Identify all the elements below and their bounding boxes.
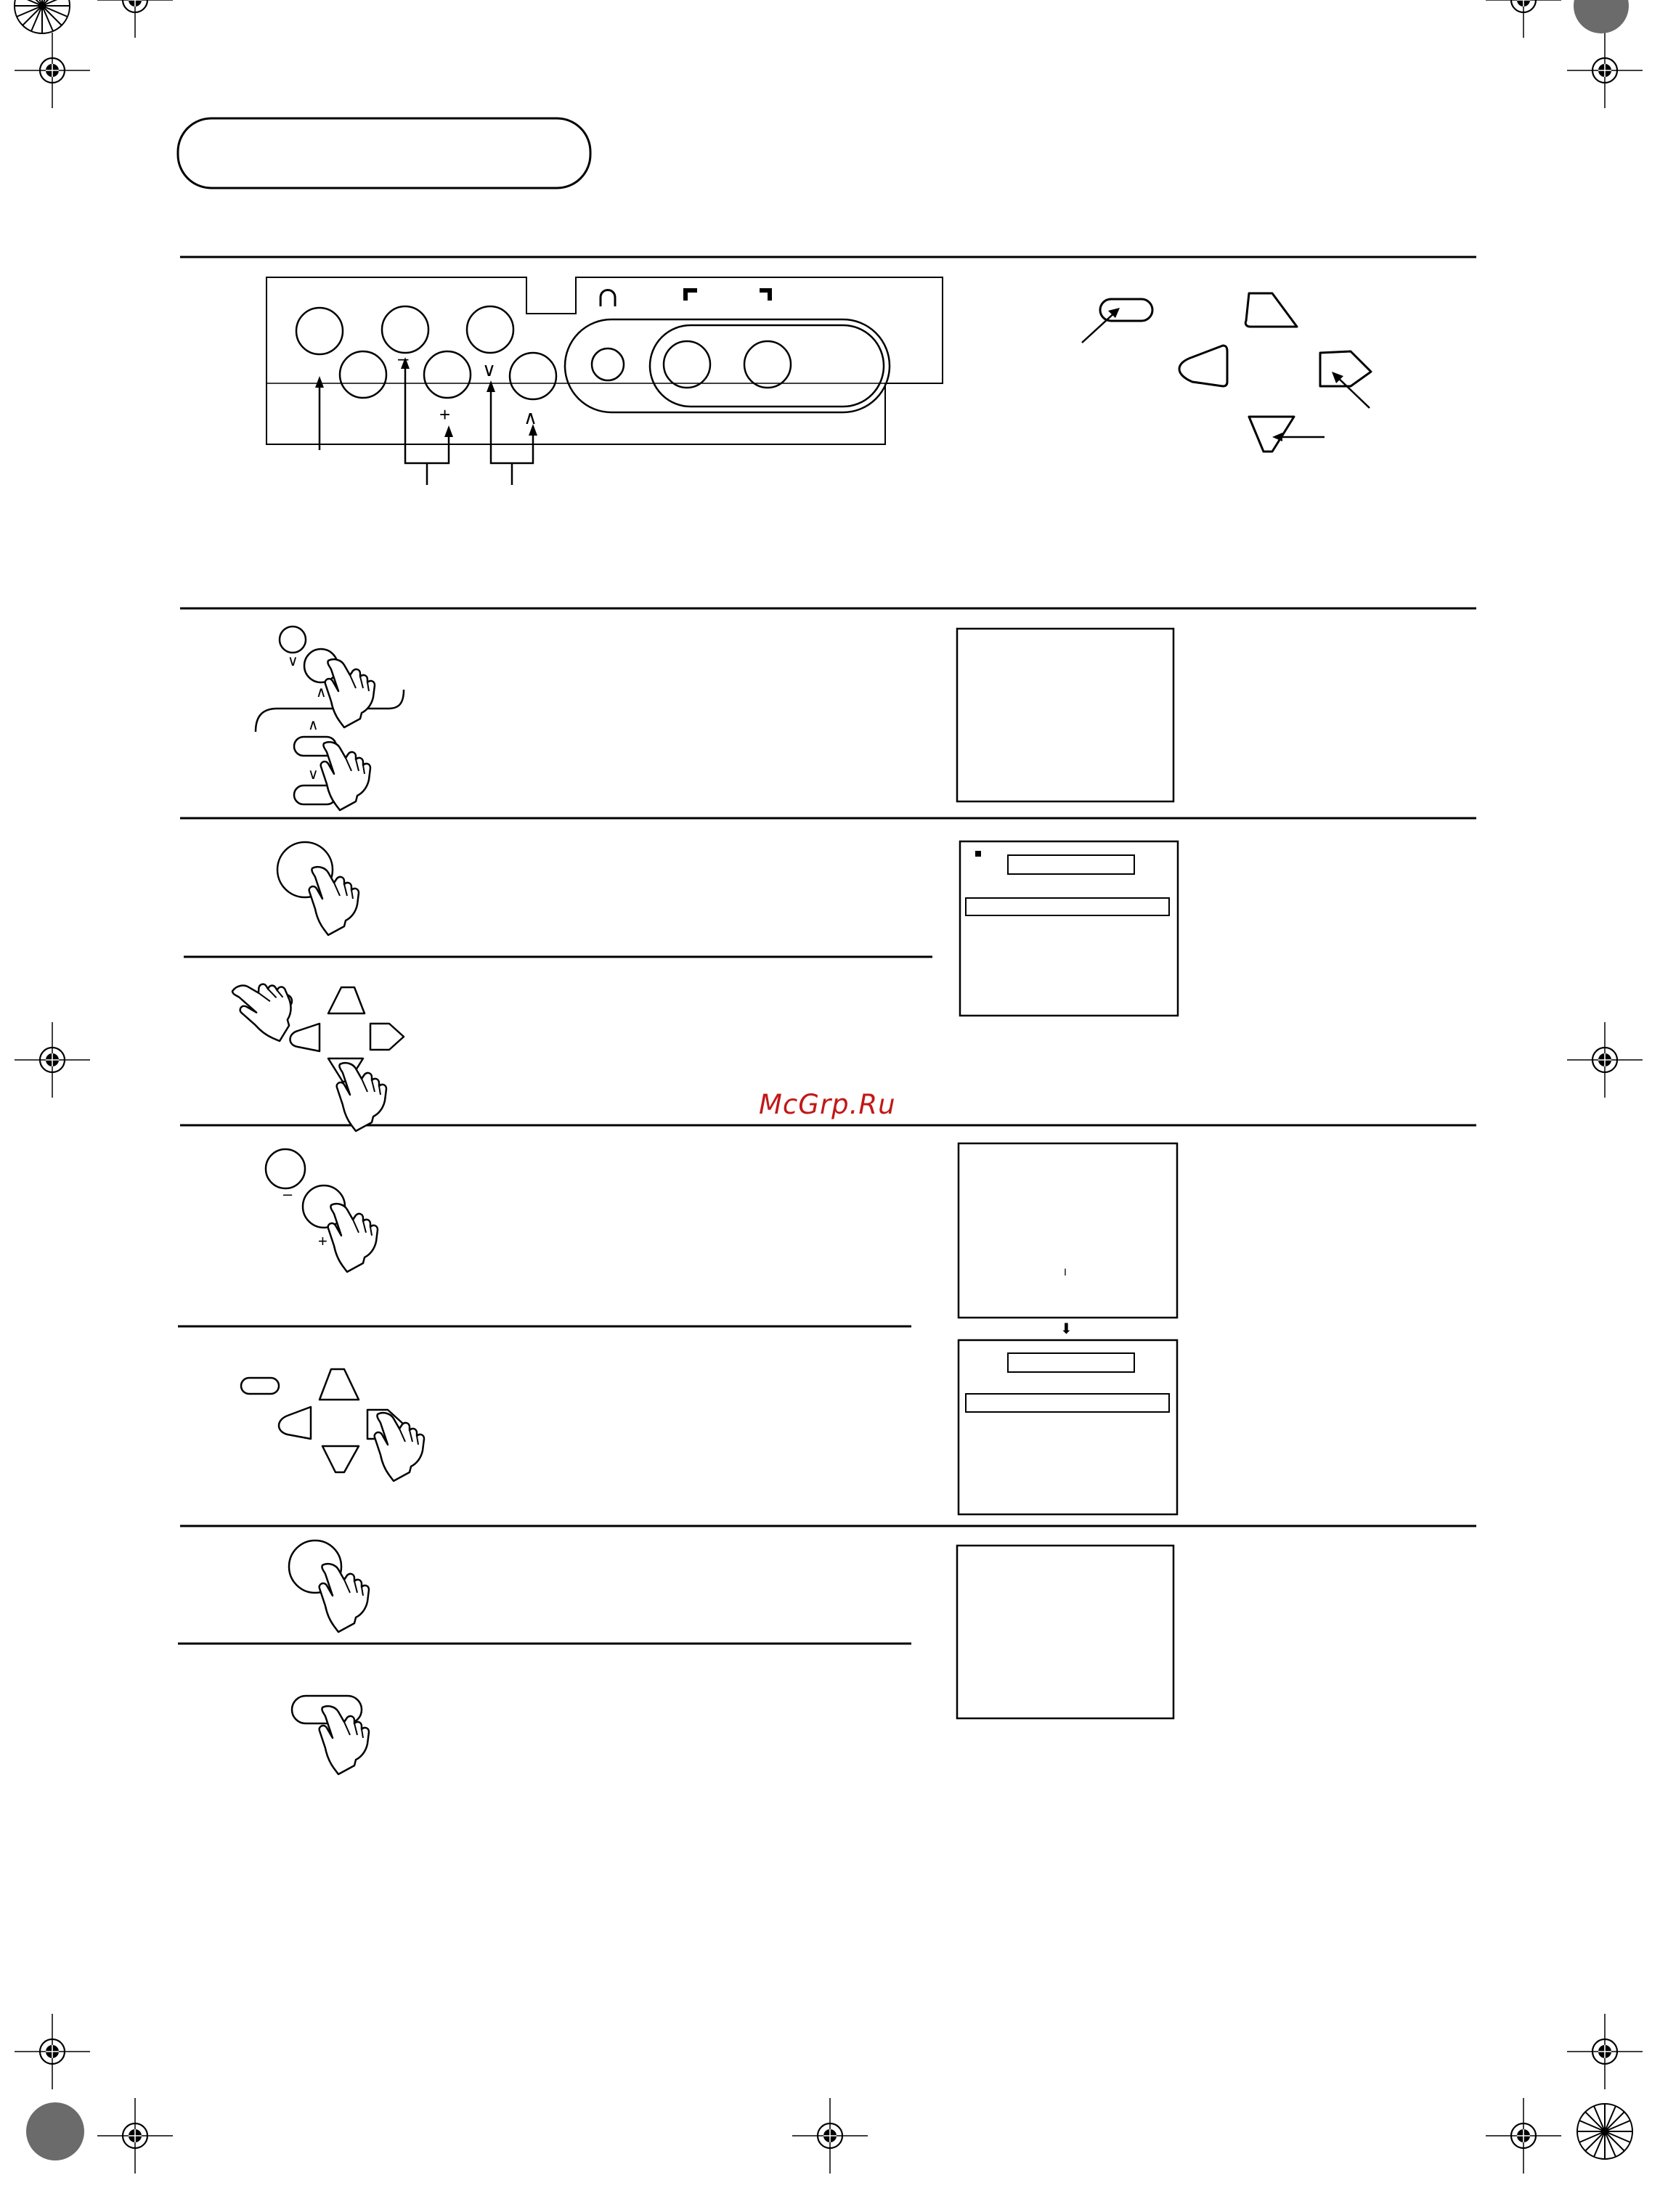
screen-2: [960, 841, 1178, 1016]
up-key: [1245, 293, 1297, 327]
screen-2-highlight-bar: [966, 898, 1169, 915]
step5-illustration: [241, 1369, 424, 1481]
step7-illustration: [292, 1696, 369, 1774]
step1-down-label-2: ∨: [308, 767, 319, 783]
screen-5-title-field: [1008, 1353, 1134, 1372]
step4-illustration: [266, 1149, 378, 1272]
tv-screens: [957, 629, 1178, 1718]
panel-button-8: [744, 341, 791, 388]
step3-illustration: [229, 967, 404, 1131]
step1-illustration: [256, 627, 404, 810]
step6-illustration: [289, 1540, 369, 1632]
panel-up-label: ∧: [524, 407, 538, 428]
panel-down-label: ∨: [482, 359, 497, 380]
remote-cursor-pad: [1082, 293, 1371, 452]
screen-6: [957, 1546, 1173, 1718]
screen-5: [959, 1340, 1177, 1514]
headphone-jack: [592, 348, 624, 380]
panel-button-1: [296, 308, 343, 354]
title-box: [178, 118, 590, 188]
panel-minus-label: –: [398, 347, 409, 369]
screen-5-highlight-bar: [966, 1394, 1169, 1412]
step1-up-label-2: ∧: [308, 717, 319, 733]
panel-button-2: [382, 306, 428, 353]
right-key: [1320, 351, 1371, 386]
headphone-icon: [601, 290, 615, 307]
panel-button-6: [510, 353, 556, 399]
screen-2-bullet: [975, 851, 981, 857]
screen-2-title-field: [1008, 855, 1134, 874]
step1-up-label: ∧: [316, 685, 327, 701]
left-bracket-icon: [685, 290, 697, 301]
screen-transition-arrow: ⬇: [1060, 1321, 1073, 1337]
right-bracket-icon: [760, 290, 770, 301]
panel-plus-label: +: [439, 404, 451, 425]
panel-button-5: [424, 351, 471, 398]
step4-minus-label: –: [283, 1185, 293, 1203]
panel-button-7: [664, 341, 710, 388]
step1-down-label: ∨: [288, 653, 298, 669]
panel-button-3: [467, 306, 513, 353]
screen-4: [959, 1143, 1177, 1318]
step4-plus-label: +: [318, 1232, 327, 1250]
left-key: [1179, 346, 1227, 386]
front-control-panel: [267, 277, 943, 485]
watermark-text: McGrp.Ru: [759, 1089, 896, 1120]
screen-1: [957, 629, 1173, 801]
color-target-dots: [15, 0, 1632, 2160]
panel-button-4: [340, 351, 386, 398]
step2-illustration: [277, 842, 359, 935]
screen-4-mark: I: [1064, 1266, 1067, 1278]
down-key: [1249, 417, 1294, 452]
